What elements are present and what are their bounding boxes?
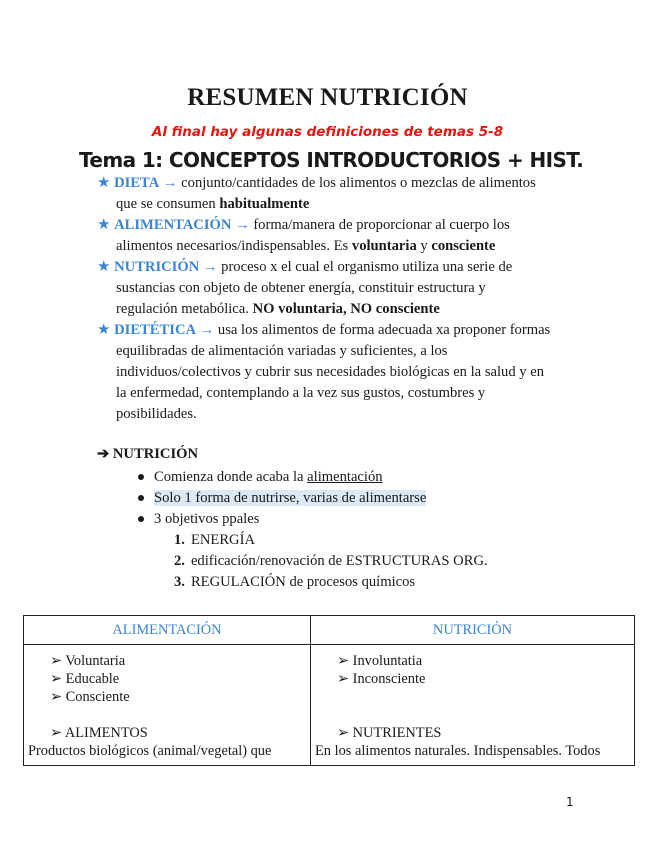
list-item-text: 3 objetivos ppales <box>154 511 260 527</box>
item-text: REGULACIÓN de procesos químicos <box>190 574 416 590</box>
numbered-item <box>174 551 488 571</box>
definition-emphasis: consciente <box>431 238 496 254</box>
item-number: 3. <box>174 574 185 590</box>
arrow-icon: → <box>162 175 178 191</box>
highlighted-text: Solo 1 forma de nutrirse, varias de alimentarse <box>154 490 427 506</box>
bullet-icon <box>138 474 144 480</box>
definition-text: alimentos necesarios/indispensables. Es <box>116 238 352 254</box>
definition-text: individuos/colectivos y cubrir sus necesidades biológicas en la salud y en <box>116 364 544 380</box>
star-icon: ★ <box>97 217 111 233</box>
definition-text: la enfermedad, contemplando a la vez sus gustos, costumbres y <box>116 385 486 401</box>
definition-text: proceso x el cual el organismo utiliza una serie de <box>217 259 513 275</box>
table-header-nutricion: NUTRICIÓN <box>311 616 635 645</box>
list-item: ➢ Educable <box>50 671 120 687</box>
definition-dietetica <box>97 320 597 425</box>
numbered-item <box>174 530 255 550</box>
star-icon: ★ <box>97 322 111 338</box>
table-cell-alimentacion <box>24 645 311 766</box>
cell-text: En los alimentos naturales. Indispensables. Todos <box>315 743 601 759</box>
list-item <box>138 467 383 487</box>
cell-text: Productos biológicos (animal/vegetal) que <box>28 743 272 759</box>
list-item: ➢ ALIMENTOS <box>50 725 148 741</box>
definition-text: usa los alimentos de forma adecuada xa proponer formas <box>214 322 551 338</box>
star-icon: ★ <box>97 259 111 275</box>
item-number: 1. <box>174 532 185 548</box>
list-item: ➢ Consciente <box>50 689 130 705</box>
term-label: ALIMENTACIÓN <box>114 217 232 233</box>
page-title: RESUMEN NUTRICIÓN <box>187 84 468 111</box>
definition-text: conjunto/cantidades de los alimentos o mezclas de alimentos <box>177 175 536 191</box>
definition-alimentacion <box>97 215 597 257</box>
table-header-alimentacion: ALIMENTACIÓN <box>24 616 311 645</box>
list-item: ➢ NUTRIENTES <box>337 725 442 741</box>
item-text: ENERGÍA <box>190 532 255 548</box>
definition-emphasis: voluntaria <box>351 238 417 254</box>
star-icon: ★ <box>97 175 111 191</box>
arrow-icon: → <box>235 217 250 233</box>
arrow-icon: → <box>199 322 215 338</box>
definition-emphasis: NO voluntaria, NO consciente <box>252 301 440 317</box>
arrow-icon: → <box>202 259 218 275</box>
definition-text: equilibradas de alimentación variadas y suficientes, a los <box>116 343 448 359</box>
list-item: ➢ Involuntatia <box>337 653 423 669</box>
definition-text: regulación metabólica. <box>116 301 253 317</box>
comparison-table <box>23 615 635 766</box>
bullet-icon <box>138 495 144 501</box>
list-item: ➢ Inconsciente <box>337 671 426 687</box>
definition-dieta <box>97 173 597 215</box>
numbered-item <box>174 572 415 592</box>
definition-nutricion <box>97 257 597 320</box>
list-item <box>138 488 426 508</box>
table-cell-nutricion <box>311 645 635 766</box>
item-number: 2. <box>174 553 185 569</box>
topic-heading: Tema 1: CONCEPTOS INTRODUCTORIOS + HIST. <box>79 148 584 172</box>
list-item: ➢ Voluntaria <box>50 653 126 669</box>
term-label: DIETÉTICA <box>114 322 197 338</box>
list-item-text: Comienza donde acaba la <box>154 469 308 485</box>
definition-text: sustancias con objeto de obtener energía, constituir estructura y <box>116 280 486 296</box>
underlined-text: alimentación <box>307 469 383 485</box>
page-number: 1 <box>566 795 574 809</box>
bullet-icon <box>138 516 144 522</box>
definition-emphasis: habitualmente <box>219 196 310 212</box>
list-item <box>138 509 259 529</box>
item-text: edificación/renovación de ESTRUCTURAS ORG. <box>190 553 488 569</box>
term-label: DIETA <box>114 175 160 191</box>
section-heading-nutricion: ➔ NUTRICIÓN <box>97 446 199 462</box>
definition-text: y <box>416 238 432 254</box>
definition-text: forma/manera de proporcionar al cuerpo los <box>249 217 510 233</box>
term-label: NUTRICIÓN <box>114 259 200 275</box>
definition-text: posibilidades. <box>116 406 197 422</box>
subtitle-note: Al final hay algunas definiciones de temas 5-8 <box>151 124 504 140</box>
definition-text: que se consumen <box>116 196 220 212</box>
